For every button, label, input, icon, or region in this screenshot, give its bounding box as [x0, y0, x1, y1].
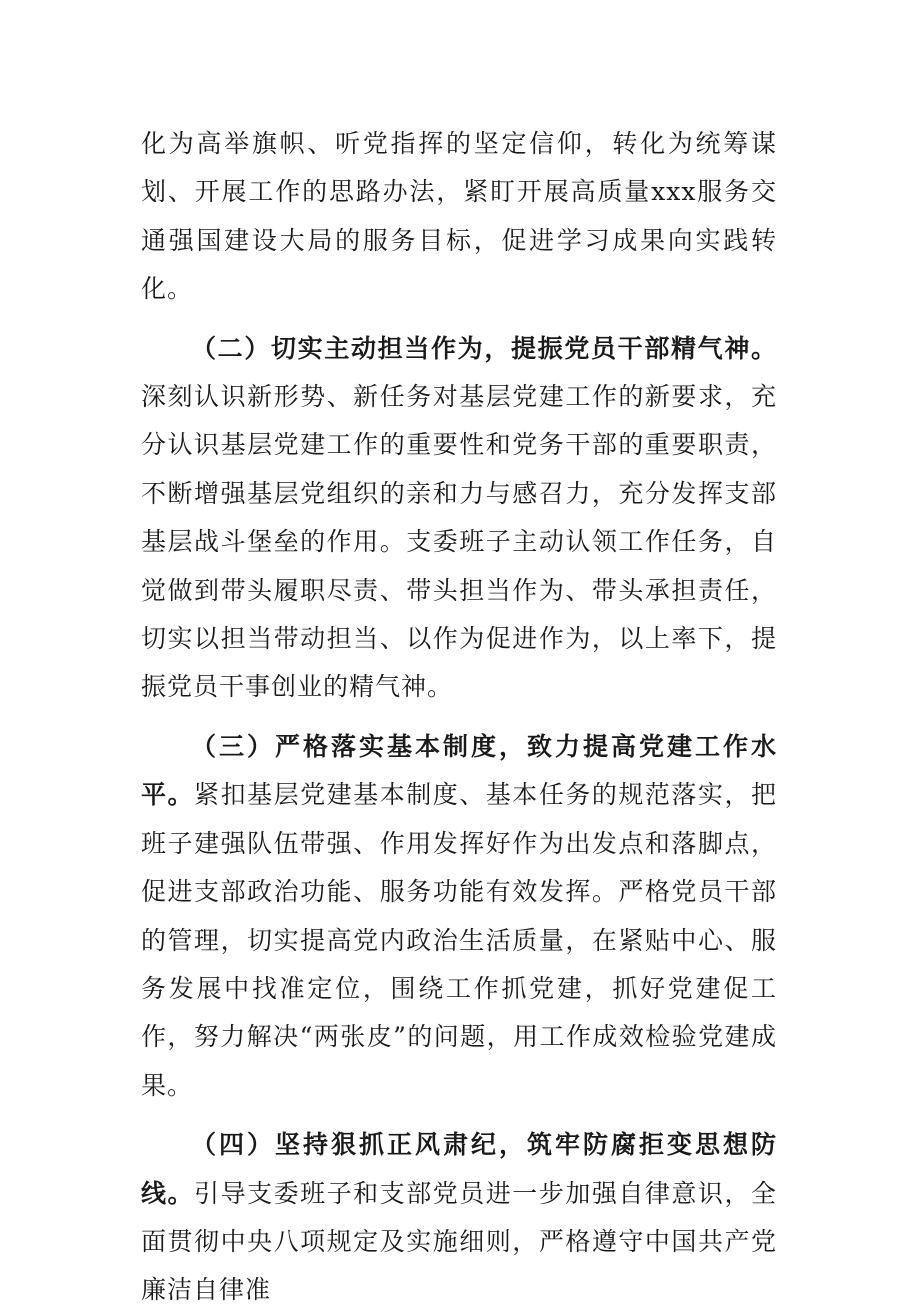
section-3-body: 紧扣基层党建基本制度、基本任务的规范落实，把班子建强队伍带强、作用发挥好作为出发点和落脚点，促进支部政治功能、服务功能有效发挥。严格党员干部的管理，切实提高党内政治生活质量，在紧贴中心、服务发展中找准定位，围绕工作抓党建，抓好党建促工作，努力解决“两张皮”的问题，用工作成效检验党建成果。 — [141, 780, 777, 1100]
section-4-body: 引导支委班子和支部党员进一步加强自律意识，全面贯彻中央八项规定及实施细则，严格遵守中国共产党廉洁自律准 — [141, 1178, 777, 1305]
section-4-heading: （四）坚持狠抓正风肃纪，筑牢防腐拒变思想防线。 — [141, 1130, 777, 1208]
document-body — [141, 120, 777, 1315]
section-3-heading: （三）严格落实基本制度，致力提高党建工作水平。 — [141, 731, 777, 810]
section-2-body: 深刻认识新形势、新任务对基层党建工作的新要求，充分认识基层党建工作的重要性和党务干部的重要职责，不断增强基层党组织的亲和力与感召力，充分发挥支部基层战斗堡垒的作用。支委班子主动认领工作任务，自觉做到带头履职尽责、带头担当作为、带头承担责任，切实以担当带动担当、以作为促进作为，以上率下，提振党员干事创业的精气神。 — [141, 382, 777, 702]
paragraph-continuation — [141, 120, 777, 314]
paragraph-section-3 — [141, 723, 777, 1110]
paragraph-section-2 — [141, 325, 777, 712]
paragraph-1-body: 化为高举旗帜、听党指挥的坚定信仰，转化为统筹谋划、开展工作的思路办法，紧盯开展高质量xxx服务交通强国建设大局的服务目标，促进学习成果向实践转化。 — [141, 129, 777, 304]
section-2-heading: （二）切实主动担当作为，提振党员干部精气神。 — [191, 333, 777, 363]
